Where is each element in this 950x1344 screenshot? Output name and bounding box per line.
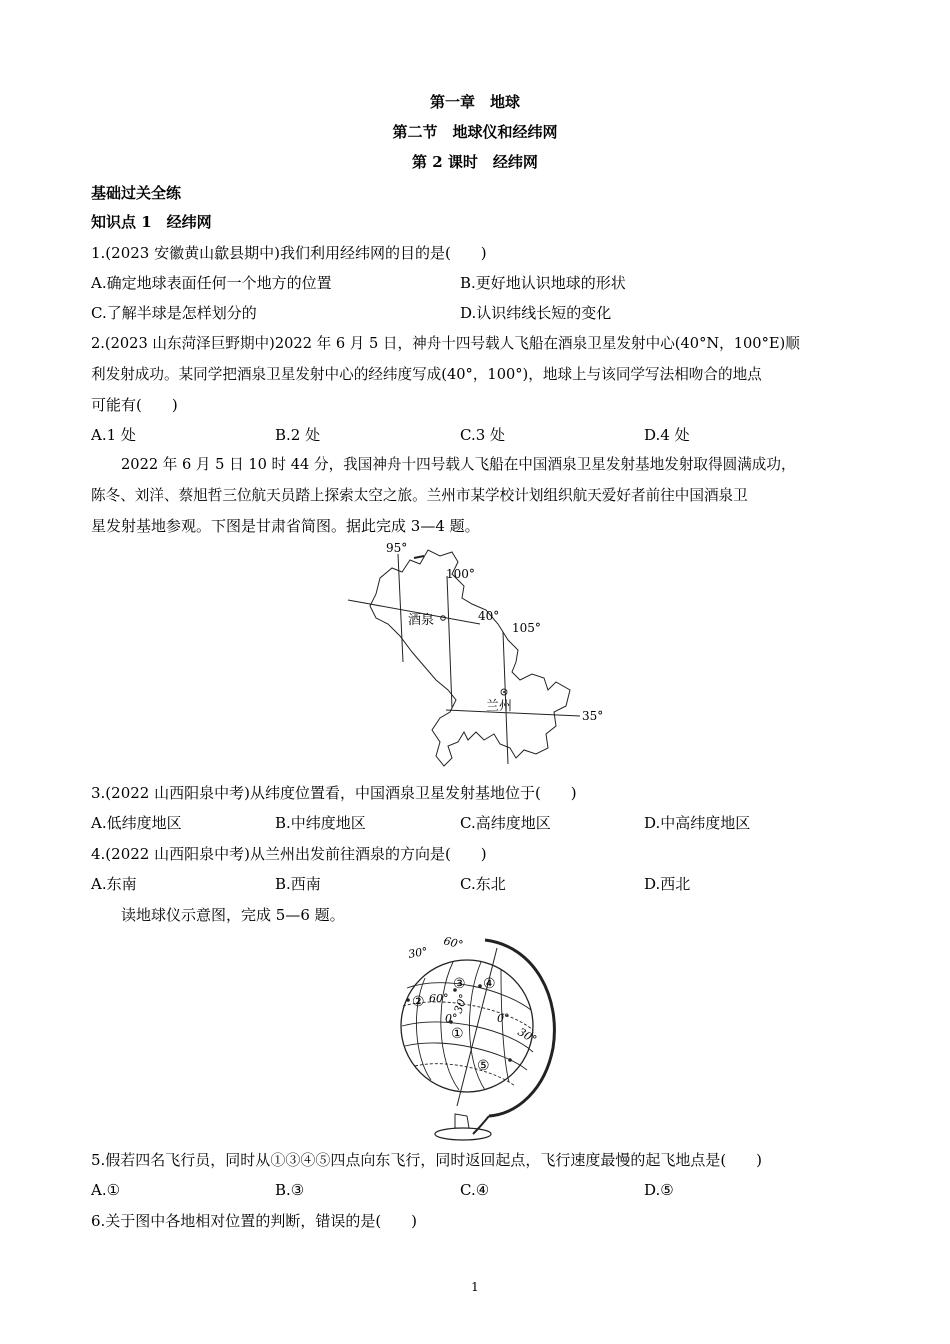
page-number: 1	[471, 1280, 479, 1294]
question-2-option-b[interactable]: B.2 处	[275, 426, 321, 444]
meridian-100	[447, 576, 452, 708]
label-95: 95°	[386, 541, 408, 555]
chapter-title: 第一章 地球	[429, 93, 520, 111]
gansu-outline	[370, 550, 570, 766]
passage-1-line-3: 星发射基地参观。下图是甘肃省简图。据此完成 3—4 题。	[91, 517, 480, 535]
point-4: ④	[483, 976, 496, 992]
label-60-top: 60°	[442, 934, 465, 952]
label-100: 100°	[446, 567, 475, 581]
knowledge-point-title: 知识点 1 经纬网	[91, 213, 212, 231]
label-0-right: 0°	[497, 1012, 510, 1025]
label-30-right: 30°	[515, 1025, 539, 1047]
question-4-stem: 4.(2022 山西阳泉中考)从兰州出发前往酒泉的方向是( )	[91, 845, 487, 863]
question-2-option-c[interactable]: C.3 处	[460, 426, 506, 444]
label-40: 40°	[478, 609, 500, 623]
point-1: ①	[451, 1026, 464, 1042]
part-title: 基础过关全练	[91, 184, 182, 202]
globe-figure	[385, 930, 565, 1142]
question-3-option-a[interactable]: A.低纬度地区	[91, 814, 182, 832]
lesson-title: 第 2 课时 经纬网	[412, 153, 538, 171]
label-jiuquan: 酒泉	[408, 613, 435, 628]
question-1-stem: 1.(2023 安徽黄山歙县期中)我们利用经纬网的目的是( )	[91, 244, 487, 262]
question-5-option-c[interactable]: C.④	[460, 1181, 490, 1199]
question-5-stem: 5.假若四名飞行员，同时从①③④⑤四点向东飞行，同时返回起点，飞行速度最慢的起飞地点是( )	[91, 1151, 763, 1169]
label-105: 105°	[512, 621, 541, 635]
globe-sphere	[401, 960, 533, 1092]
question-3-option-d[interactable]: D.中高纬度地区	[644, 814, 751, 832]
question-2-option-a[interactable]: A.1 处	[91, 426, 136, 444]
question-1-option-d[interactable]: D.认识纬线长短的变化	[460, 304, 612, 322]
meridian-105	[503, 632, 508, 764]
question-4-option-d[interactable]: D.西北	[644, 875, 691, 893]
question-4-option-c[interactable]: C.东北	[460, 875, 506, 893]
label-30-mid: 30°	[451, 992, 471, 1016]
question-1-option-c[interactable]: C.了解半球是怎样划分的	[91, 304, 257, 322]
question-6-stem: 6.关于图中各地相对位置的判断，错误的是( )	[91, 1212, 418, 1230]
question-5-option-a[interactable]: A.①	[91, 1181, 121, 1199]
question-4-option-b[interactable]: B.西南	[275, 875, 321, 893]
question-2-option-d[interactable]: D.4 处	[644, 426, 690, 444]
question-3-option-c[interactable]: C.高纬度地区	[460, 814, 551, 832]
question-2-stem-line-1: 2.(2023 山东菏泽巨野期中)2022 年 6 月 5 日，神舟十四号载人飞船在酒泉卫星发射中心(40°N，100°E)顺	[91, 335, 800, 352]
label-30-left: 30°	[407, 944, 429, 961]
question-2-stem-line-3: 可能有( )	[91, 396, 178, 414]
globe-base	[435, 1128, 491, 1140]
label-0-left: 0°	[445, 1012, 458, 1025]
passage-2: 读地球仪示意图，完成 5—6 题。	[121, 906, 345, 924]
question-4-option-a[interactable]: A.东南	[91, 875, 137, 893]
label-lanzhou: 兰州	[486, 699, 513, 714]
question-5-option-d[interactable]: D.⑤	[644, 1181, 674, 1199]
gansu-map	[340, 540, 615, 772]
parallel-35	[446, 710, 580, 716]
passage-1-line-2: 陈冬、刘洋、蔡旭哲三位航天员踏上探索太空之旅。兰州市某学校计划组织航天爱好者前往中国酒泉卫	[91, 487, 748, 504]
point-2: ②	[412, 994, 425, 1010]
point-5: ⑤	[477, 1058, 490, 1074]
question-1-option-a[interactable]: A.确定地球表面任何一个地方的位置	[91, 274, 332, 292]
section-title: 第二节 地球仪和经纬网	[392, 123, 558, 141]
point-3: ③	[453, 976, 466, 992]
label-35: 35°	[582, 709, 604, 723]
question-1-option-b[interactable]: B.更好地认识地球的形状	[460, 274, 626, 292]
meridian-95	[398, 554, 403, 662]
label-60-mid: 60°	[429, 992, 449, 1005]
question-2-stem-line-2: 利发射成功。某同学把酒泉卫星发射中心的经纬度写成(40°，100°)，地球上与该同学写法相吻合的地点	[91, 366, 762, 383]
question-3-stem: 3.(2022 山西阳泉中考)从纬度位置看，中国酒泉卫星发射基地位于( )	[91, 784, 577, 802]
question-3-option-b[interactable]: B.中纬度地区	[275, 814, 366, 832]
question-5-option-b[interactable]: B.③	[275, 1181, 305, 1199]
passage-1-line-1: 2022 年 6 月 5 日 10 时 44 分，我国神舟十四号载人飞船在中国酒泉卫星发射基地发射取得圆满成功，	[121, 456, 796, 473]
